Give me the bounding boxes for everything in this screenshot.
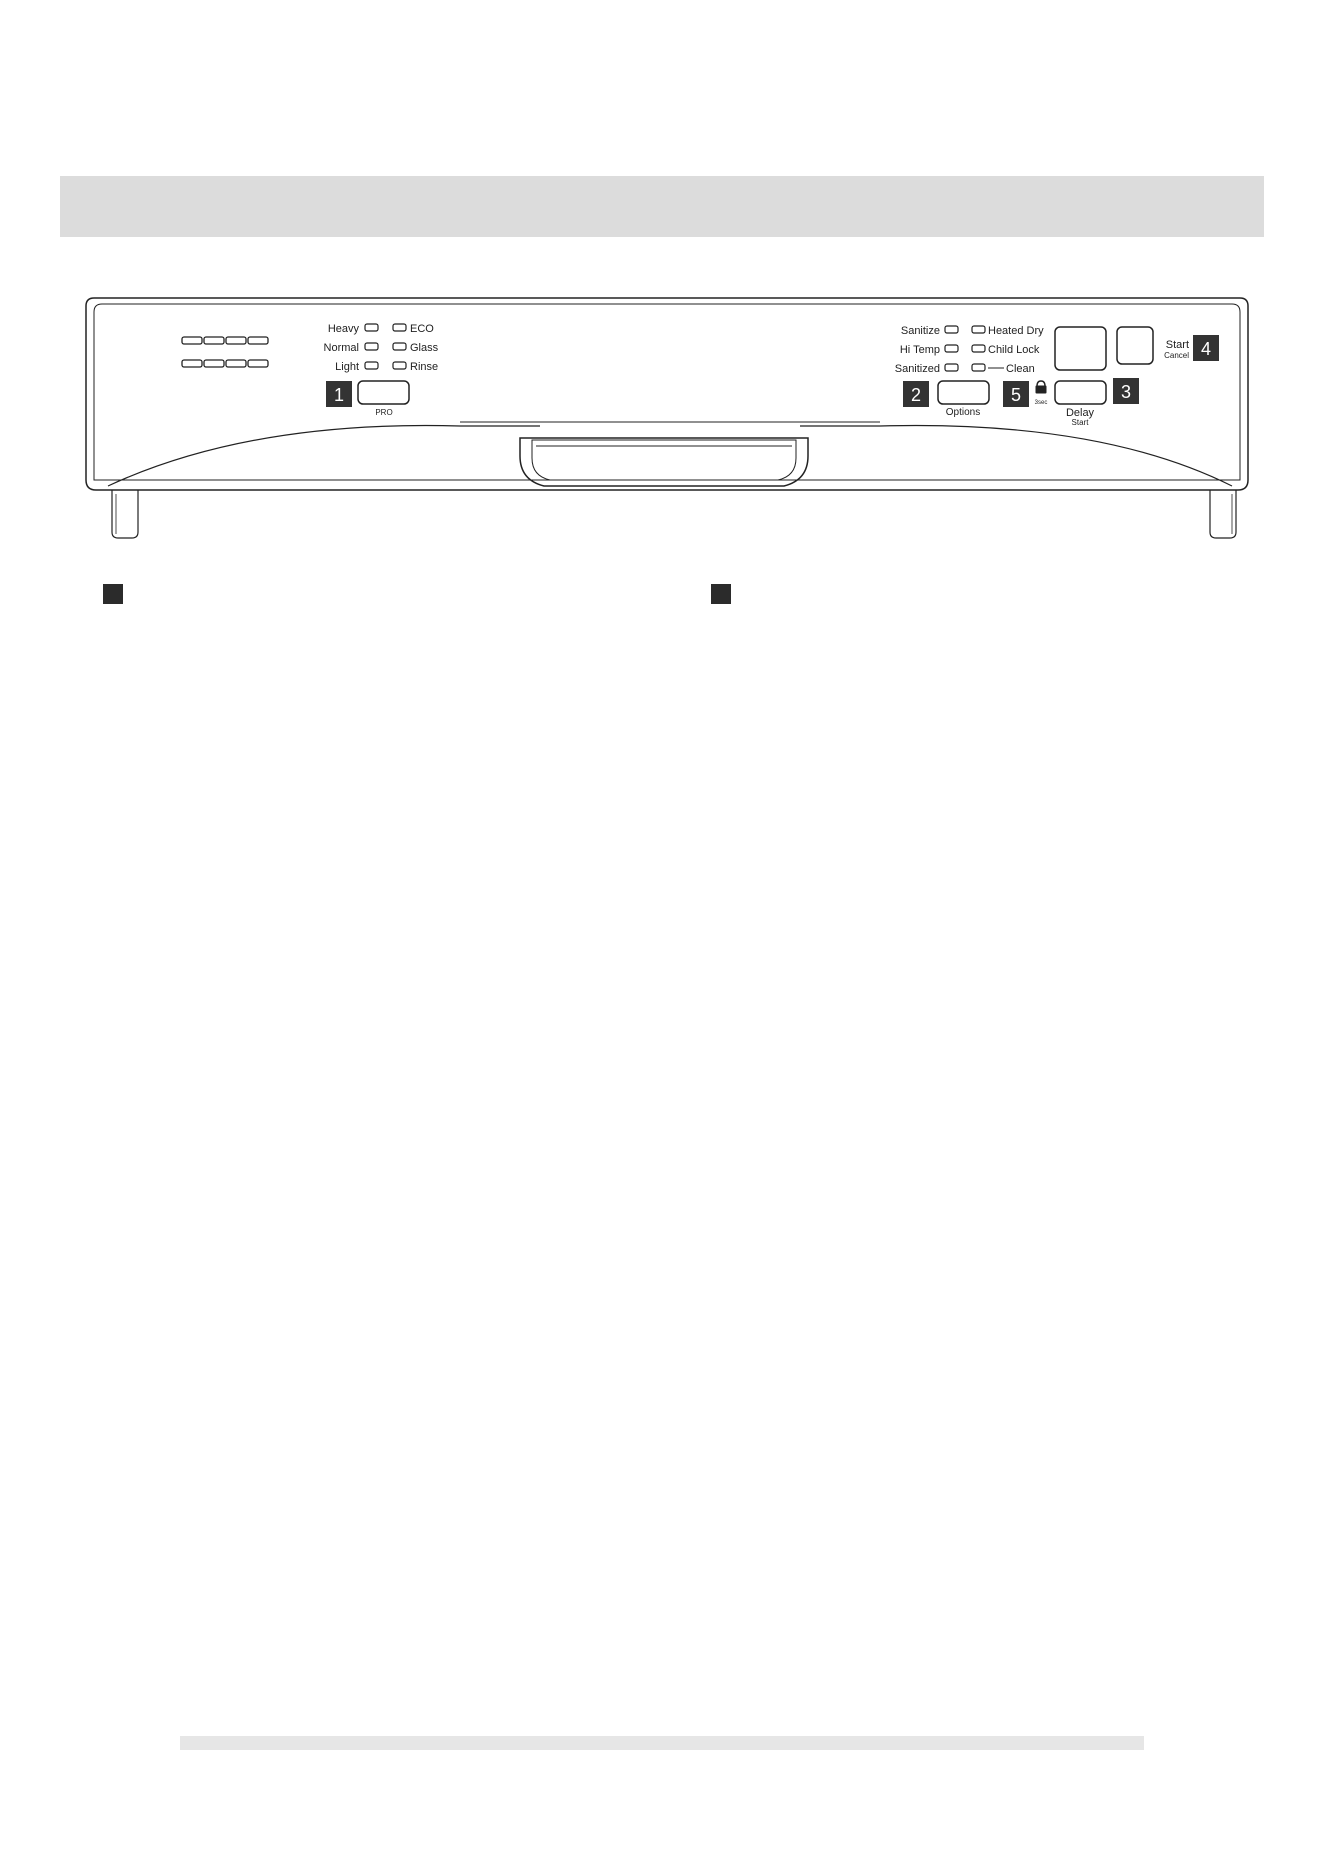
left-foot [112,490,138,538]
cycle-label-heavy: Heavy [327,323,359,335]
panel-inner-outline [94,304,1240,480]
start-button-label: Start [1165,339,1189,351]
section-header-band [60,176,1264,237]
right-section-bullet [711,584,731,604]
option-indicator-lights [945,326,985,371]
delay-button-label: Delay [1065,407,1095,419]
panel-left-sweep [108,426,540,487]
door-handle [520,438,808,486]
pro-button[interactable] [358,381,409,404]
callout-2-number: 2 [910,385,922,405]
lock-hold-duration: 3sec [1034,400,1048,406]
time-display [182,337,268,367]
cycle-label-glass: Glass [410,342,439,354]
page-footer-band [180,1736,1144,1750]
option-label-heated-dry: Heated Dry [988,325,1044,337]
start-cancel-button[interactable] [1117,327,1153,364]
option-label-sanitized: Sanitized [894,363,940,375]
callout-1-number: 1 [333,385,345,405]
callout-5-number: 5 [1010,385,1022,405]
callout-4-number: 4 [1200,339,1212,359]
left-section-bullet [103,584,123,604]
pro-button-label: PRO [375,408,393,417]
cycle-label-light: Light [335,361,359,373]
cancel-button-label: Cancel [1164,351,1189,360]
display-window [1055,327,1106,370]
delay-button-sublabel: Start [1071,418,1089,427]
cycle-indicator-lights [365,324,406,369]
option-label-child-lock: Child Lock [988,344,1040,356]
options-button[interactable] [938,381,989,404]
right-foot [1210,490,1236,538]
cycle-label-eco: ECO [410,323,434,335]
panel-right-sweep [800,426,1232,487]
control-panel-diagram [0,280,1324,550]
lock-icon [1036,381,1047,394]
callout-3-number: 3 [1120,382,1132,402]
cycle-label-normal: Normal [323,342,359,354]
delay-start-button[interactable] [1055,381,1106,404]
option-label-clean: Clean [1006,363,1035,375]
cycle-label-rinse: Rinse [410,361,439,373]
option-label-sanitize: Sanitize [900,325,940,337]
option-label-hi-temp: Hi Temp [899,344,940,356]
options-button-label: Options [945,407,981,418]
